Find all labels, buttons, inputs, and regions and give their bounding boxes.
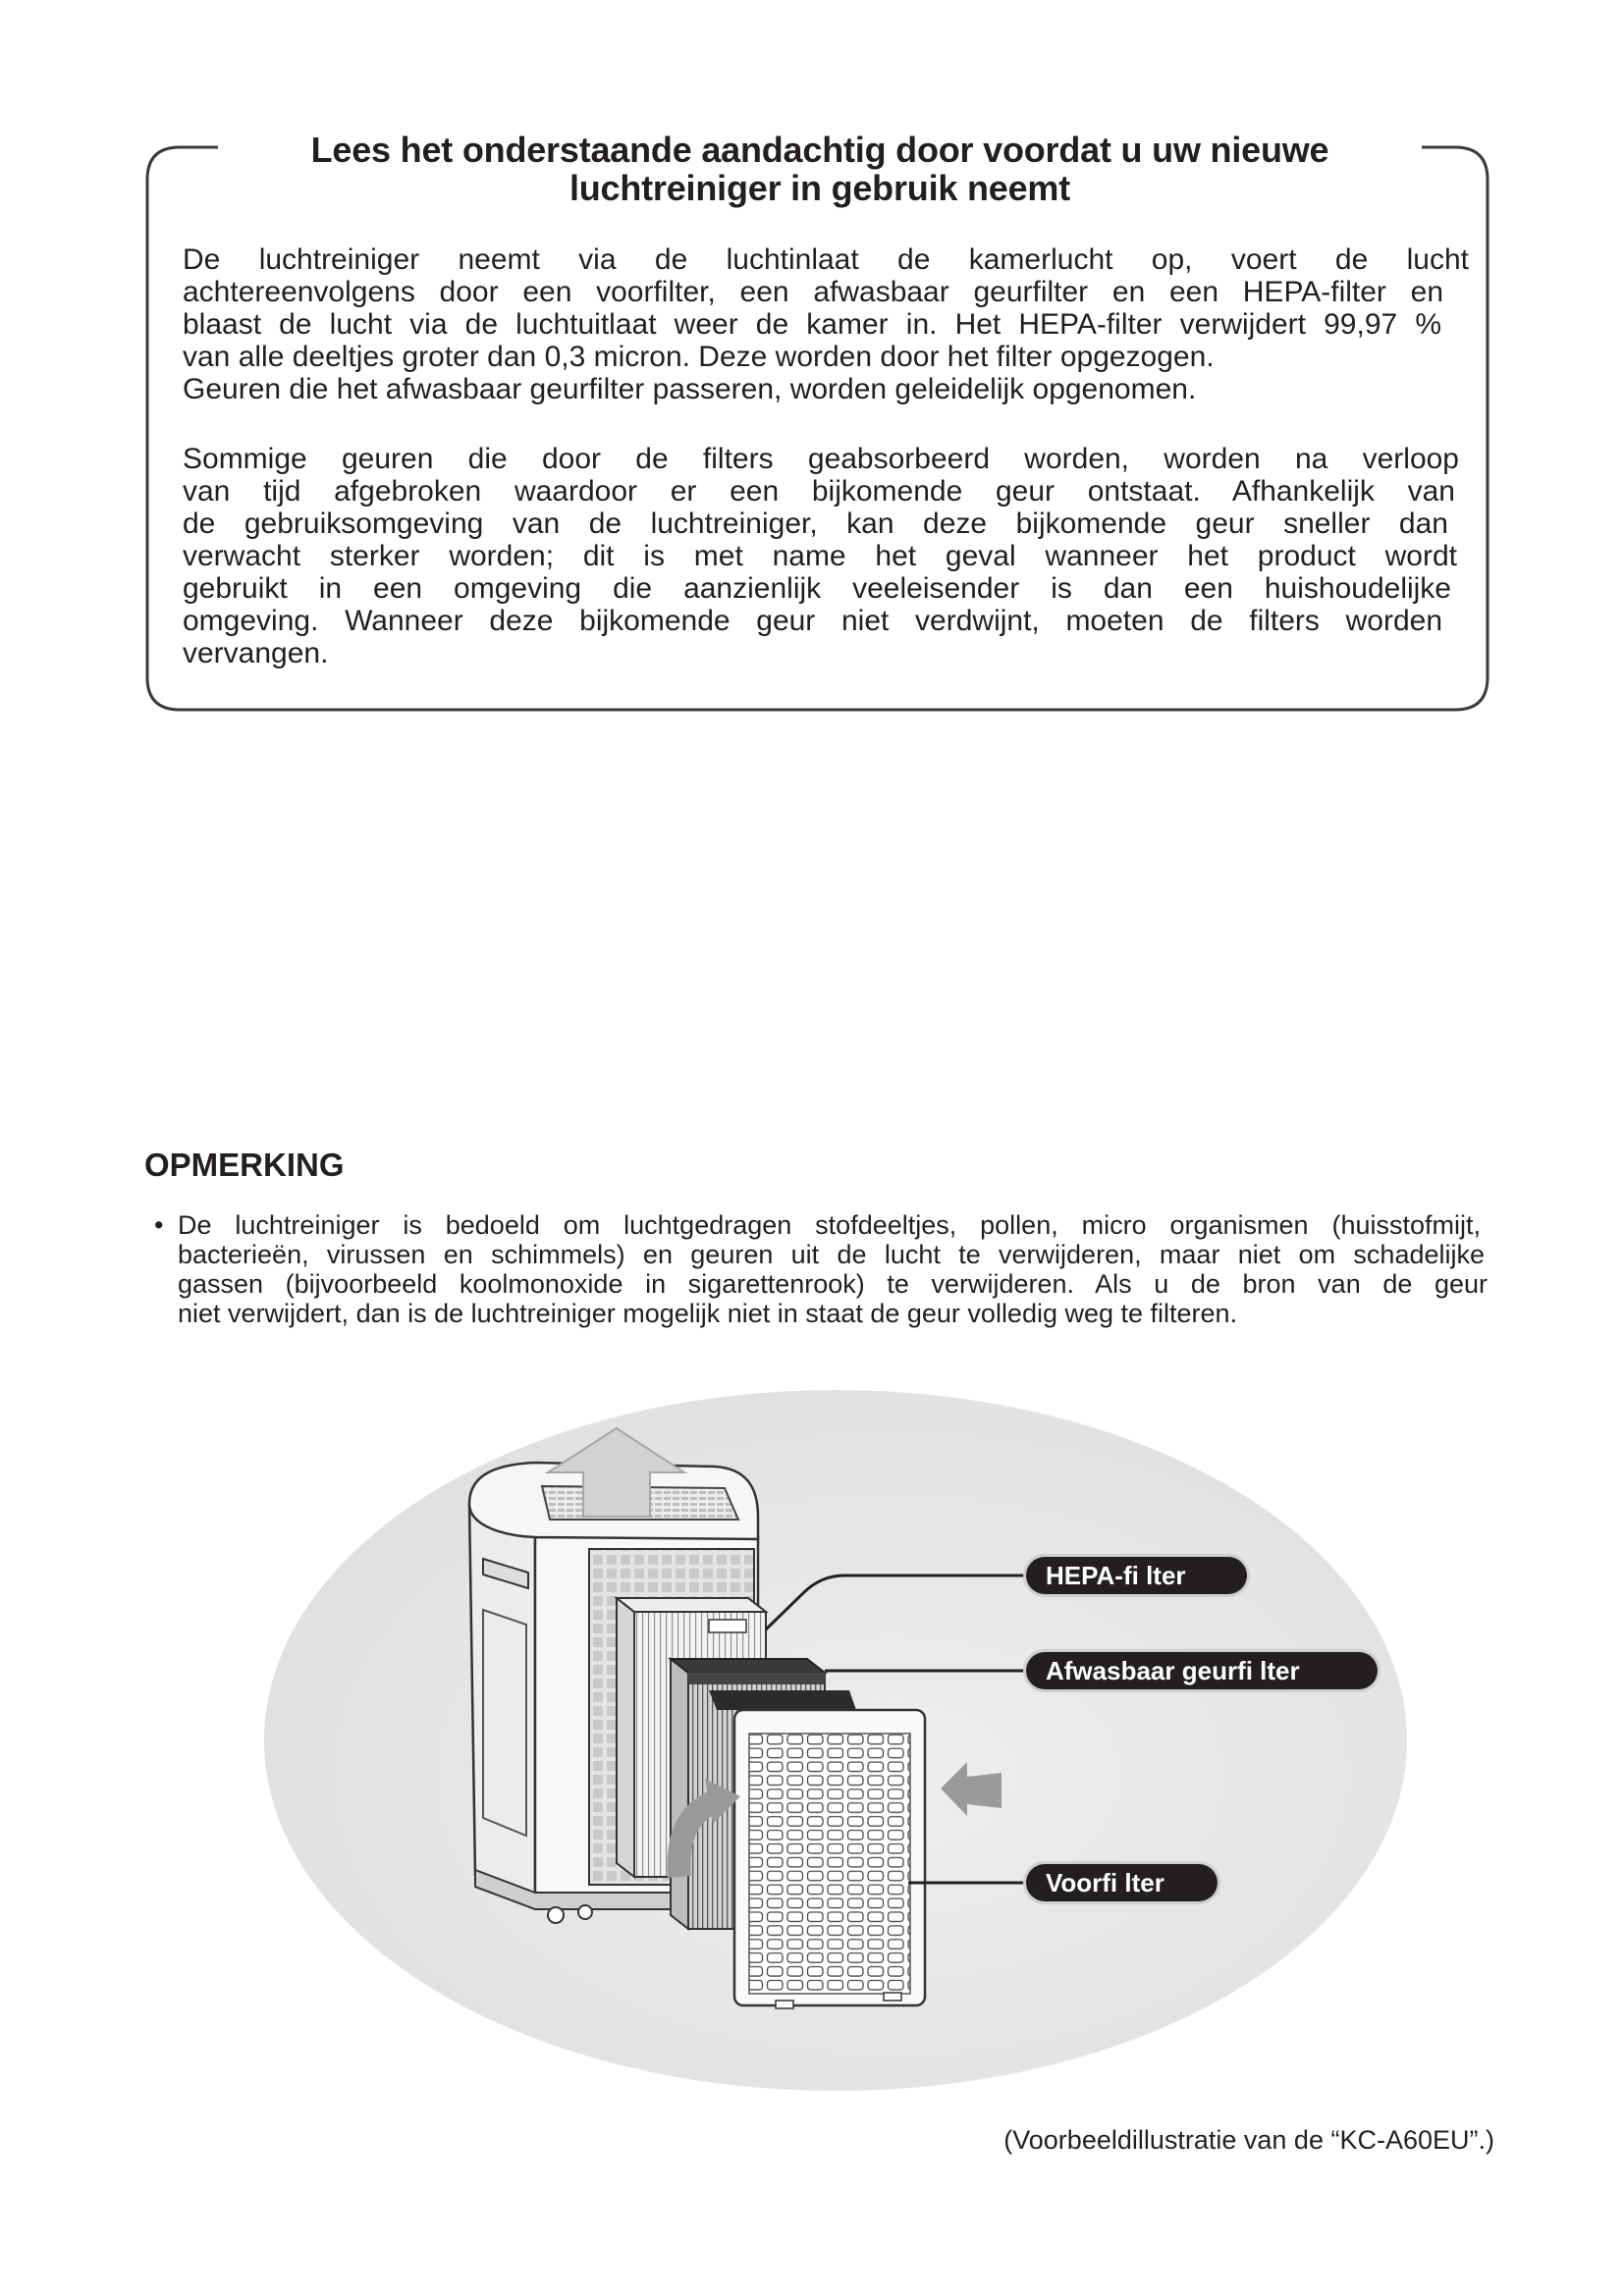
- notice-title-line: luchtreiniger in gebruik neemt: [568, 168, 1071, 208]
- odour-filter-top: [671, 1659, 825, 1673]
- remark-line: bacterieën, virussen en schimmels) en geuren uit de lucht te verwijderen, maar niet om schadelijke: [178, 1240, 1485, 1269]
- remark-text: [178, 1210, 1488, 1328]
- pre-filter-tab: [884, 1993, 901, 2001]
- paragraph-line: vervangen.: [183, 637, 329, 669]
- remark-line: niet verwijdert, dan is de luchtreiniger mogelijk niet in staat de geur volledig weg te filteren.: [178, 1299, 1238, 1328]
- paragraph-line: van tijd afgebroken waardoor er een bijkomende geur ontstaat. Afhankelijk van: [183, 475, 1455, 507]
- remark-line: gassen (bijvoorbeeld koolmonoxide in sigarettenrook) te verwijderen. Als u de bron van de geur: [178, 1269, 1488, 1299]
- purifier-left-side: [469, 1504, 535, 1899]
- paragraph-line: blaast de lucht via de luchtuitlaat weer de kamer in. Het HEPA-filter verwijdert 99,97 %: [183, 308, 1441, 341]
- paragraph-line: achtereenvolgens door een voorfilter, een afwasbaar geurfilter en een HEPA-filter en: [183, 276, 1443, 308]
- charcoal-top-band: [709, 1690, 856, 1710]
- wheel: [578, 1905, 592, 1919]
- label-pre-filter: Voorﬁ lter: [1026, 1864, 1218, 1901]
- wheel: [548, 1907, 564, 1923]
- odour-filter-band: [688, 1673, 825, 1684]
- paragraph-line: De luchtreiniger neemt via de luchtinlaat de kamerlucht op, voert de lucht: [183, 243, 1469, 276]
- notice-title: [218, 131, 1422, 207]
- hepa-filter-tab: [709, 1620, 746, 1632]
- hepa-filter-top: [617, 1598, 766, 1612]
- pre-filter-tab: [776, 2001, 793, 2008]
- notice-title-line: Lees het onderstaande aandachtig door voordat u uw nieuwe: [310, 130, 1329, 170]
- notice-paragraph-1: [183, 243, 1469, 405]
- paragraph-line: de gebruiksomgeving van de luchtreiniger, kan deze bijkomende geur sneller dan: [183, 507, 1448, 540]
- remark-heading: OPMERKING: [144, 1147, 345, 1183]
- paragraph-line: Sommige geuren die door de filters geabsorbeerd worden, worden na verloop: [183, 443, 1459, 475]
- label-hepa-filter: HEPA-ﬁ lter: [1026, 1557, 1247, 1594]
- odour-filter-side: [671, 1659, 688, 1929]
- paragraph-line: omgeving. Wanneer deze bijkomende geur niet verdwijnt, moeten de filters worden: [183, 605, 1442, 637]
- remark-line: De luchtreiniger is bedoeld om luchtgedragen stofdeeltjes, pollen, micro organismen (huisstofmijt,: [178, 1210, 1481, 1240]
- label-odour-filter: Afwasbaar geurﬁ lter: [1026, 1652, 1378, 1689]
- hepa-filter-side: [617, 1598, 634, 1877]
- paragraph-line: verwacht sterker worden; dit is met name het geval wanneer het product wordt: [183, 540, 1457, 572]
- pre-filter: [734, 1710, 925, 2008]
- paragraph-line: gebruikt in een omgeving die aanzienlijk veeleisender is dan een huishoudelijke: [183, 572, 1451, 605]
- illustration-caption: (Voorbeeldillustratie van de “KC-A60EU”.): [1003, 2125, 1494, 2155]
- paragraph-line: van alle deeltjes groter dan 0,3 micron. Deze worden door het filter opgezogen.: [183, 341, 1215, 373]
- pre-filter-mesh: [749, 1734, 910, 1994]
- bullet-point: •: [154, 1210, 164, 1240]
- paragraph-line: Geuren die het afwasbaar geurfilter passeren, worden geleidelijk opgenomen.: [183, 373, 1197, 405]
- notice-paragraph-2: [183, 443, 1459, 669]
